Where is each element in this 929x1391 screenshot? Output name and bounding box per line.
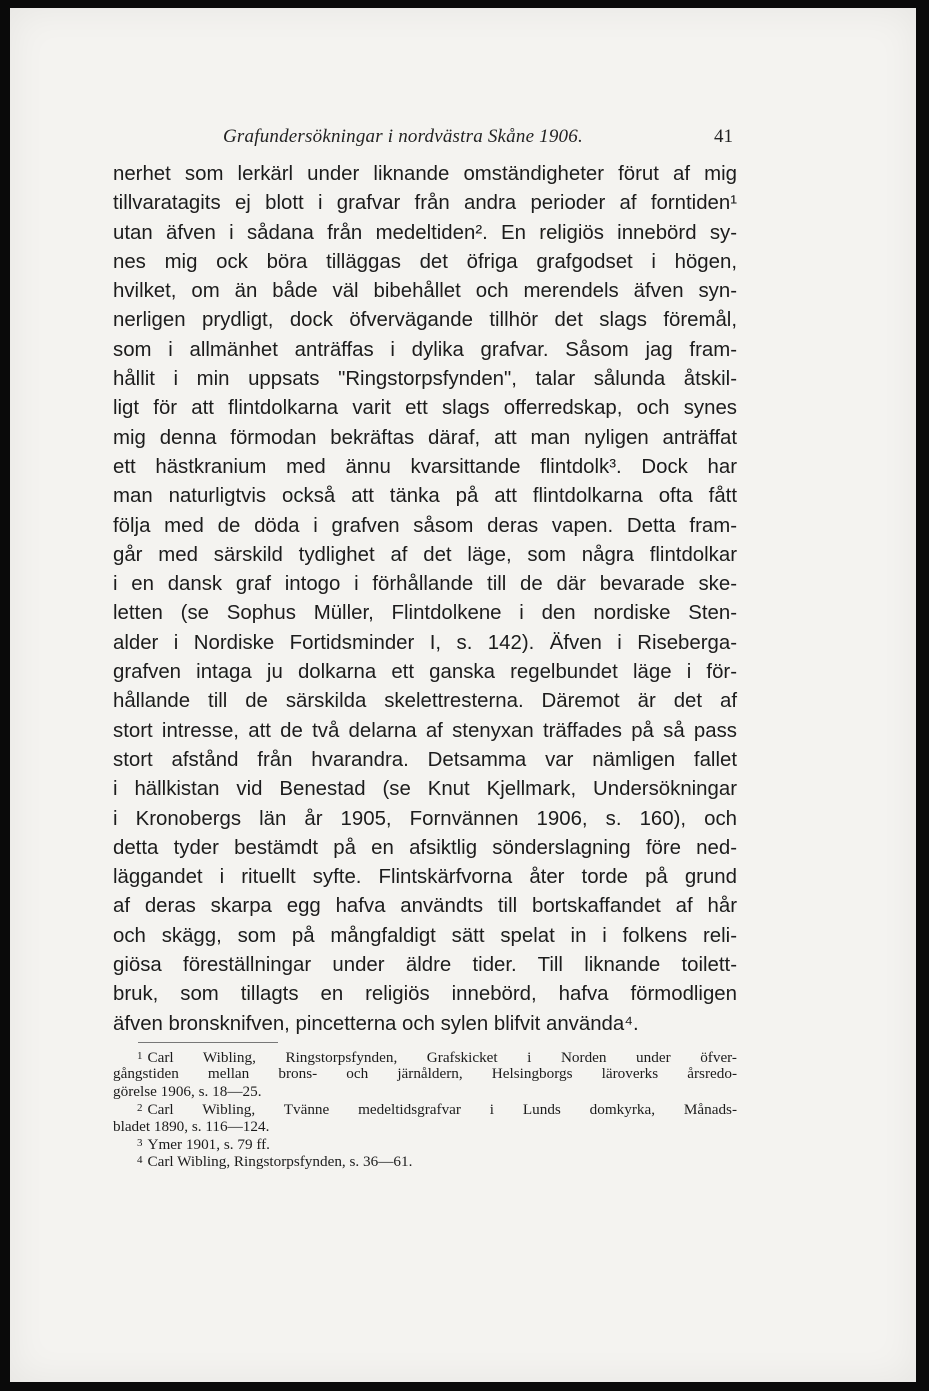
footnote-number: 4 bbox=[137, 1154, 143, 1167]
text-line: mig denna förmodan bekräftas däraf, att man nyligen anträffat bbox=[113, 426, 737, 449]
text-line: och skägg, som på mångfaldigt sätt spelat in i folkens reli- bbox=[113, 924, 737, 947]
running-title: Grafundersökningar i nordvästra Skåne 1906. bbox=[223, 126, 583, 147]
text-line: som i allmänhet anträffas i dylika grafvar. Såsom jag fram- bbox=[113, 338, 737, 361]
footnote-4 bbox=[113, 1152, 737, 1169]
text-line: detta tyder bestämdt på en afsiktlig sönderslagning före ned- bbox=[113, 836, 737, 859]
footnote-number: 3 bbox=[137, 1136, 143, 1149]
footnote-line: gångstiden mellan brons- och järnåldern, Helsingborgs läroverks årsredo- bbox=[113, 1065, 737, 1083]
text-line: läggandet i rituellt syfte. Flintskärfvorna åter torde på grund bbox=[113, 866, 737, 889]
text-line: i Kronobergs län år 1905, Fornvännen 1906, s. 160), och bbox=[113, 807, 737, 830]
text-line: alder i Nordiske Fortidsminder I, s. 142). Äfven i Riseberga- bbox=[113, 631, 737, 654]
text-line: nerligen prydligt, dock öfvervägande tillhör det slags föremål, bbox=[113, 309, 737, 332]
footnote-text: Carl Wibling, Ringstorpsfynden, s. 36—61. bbox=[147, 1153, 413, 1171]
footnote-number: 1 bbox=[137, 1050, 143, 1062]
text-line: i hällkistan vid Benestad (se Knut Kjellmark, Undersökningar bbox=[113, 778, 737, 801]
text-line: nes mig ock böra tilläggas det öfriga grafgodset i högen, bbox=[113, 250, 737, 273]
text-line: hållande till de särskilda skelettresterna. Däremot är det af bbox=[113, 690, 737, 713]
footnote-3 bbox=[113, 1135, 737, 1152]
text-line: man naturligtvis också att tänka på att flintdolkarna ofta fått bbox=[113, 485, 737, 508]
footnote-number: 2 bbox=[137, 1102, 143, 1115]
footnote-rule bbox=[138, 1042, 278, 1043]
text-line: grafven intaga ju dolkarna ett ganska regelbundet läge i för- bbox=[113, 661, 737, 684]
footnote-1 bbox=[113, 1048, 737, 1065]
text-line: ett hästkranium med ännu kvarsittande flintdolk³. Dock har bbox=[113, 455, 737, 478]
text-line: tillvaratagits ej blott i grafvar från andra perioder af forntiden¹ bbox=[113, 192, 737, 215]
text-line: stort intresse, att de två delarna af stenyxan träffades på så pass bbox=[113, 719, 737, 742]
text-line: giösa föreställningar under äldre tider. Till liknande toilett- bbox=[113, 954, 737, 977]
body-text bbox=[113, 160, 737, 1039]
text-line: stort afstånd från hvarandra. Detsamma var nämligen fallet bbox=[113, 748, 737, 771]
footnote-text: Carl Wibling, Ringstorpsfynden, Grafskicket i Norden under öfver- bbox=[147, 1049, 737, 1066]
footnotes bbox=[113, 1048, 737, 1170]
text-line: af deras skarpa egg hafva användts till bortskaffandet af hår bbox=[113, 895, 737, 918]
text-line: följa med de döda i grafven såsom deras vapen. Detta fram- bbox=[113, 514, 737, 537]
text-line: letten (se Sophus Müller, Flintdolkene i den nordiske Sten- bbox=[113, 602, 737, 625]
text-line: ligt för att flintdolkarna varit ett slags offerredskap, och synes bbox=[113, 397, 737, 420]
text-line: utan äfven i sådana från medeltiden². En religiös innebörd sy- bbox=[113, 221, 737, 244]
text-line: äfven bronsknifven, pincetterna och sylen blifvit använda⁴. bbox=[113, 1012, 639, 1035]
page-header bbox=[113, 126, 737, 152]
text-line: hvilket, om än både väl bibehållet och merendels äfven syn- bbox=[113, 280, 737, 303]
text-line: går med särskild tydlighet af det läge, som några flintdolkar bbox=[113, 543, 737, 566]
footnote-line: görelse 1906, s. 18—25. bbox=[113, 1082, 262, 1100]
page-number: 41 bbox=[714, 126, 733, 147]
text-line: bruk, som tillagts en religiös innebörd, hafva förmodligen bbox=[113, 983, 737, 1006]
footnote-text: Ymer 1901, s. 79 ff. bbox=[147, 1135, 270, 1153]
text-line: hållit i min uppsats "Ringstorpsfynden", talar sålunda åtskil- bbox=[113, 368, 737, 391]
footnote-2 bbox=[113, 1100, 737, 1117]
text-line: i en dansk graf intogo i förhållande till de där bevarade ske- bbox=[113, 573, 737, 596]
text-line: nerhet som lerkärl under liknande omständigheter förut af mig bbox=[113, 163, 737, 185]
footnote-line: bladet 1890, s. 116—124. bbox=[113, 1117, 270, 1135]
footnote-text: Carl Wibling, Tvänne medeltidsgrafvar i Lunds domkyrka, Månads- bbox=[147, 1101, 737, 1119]
